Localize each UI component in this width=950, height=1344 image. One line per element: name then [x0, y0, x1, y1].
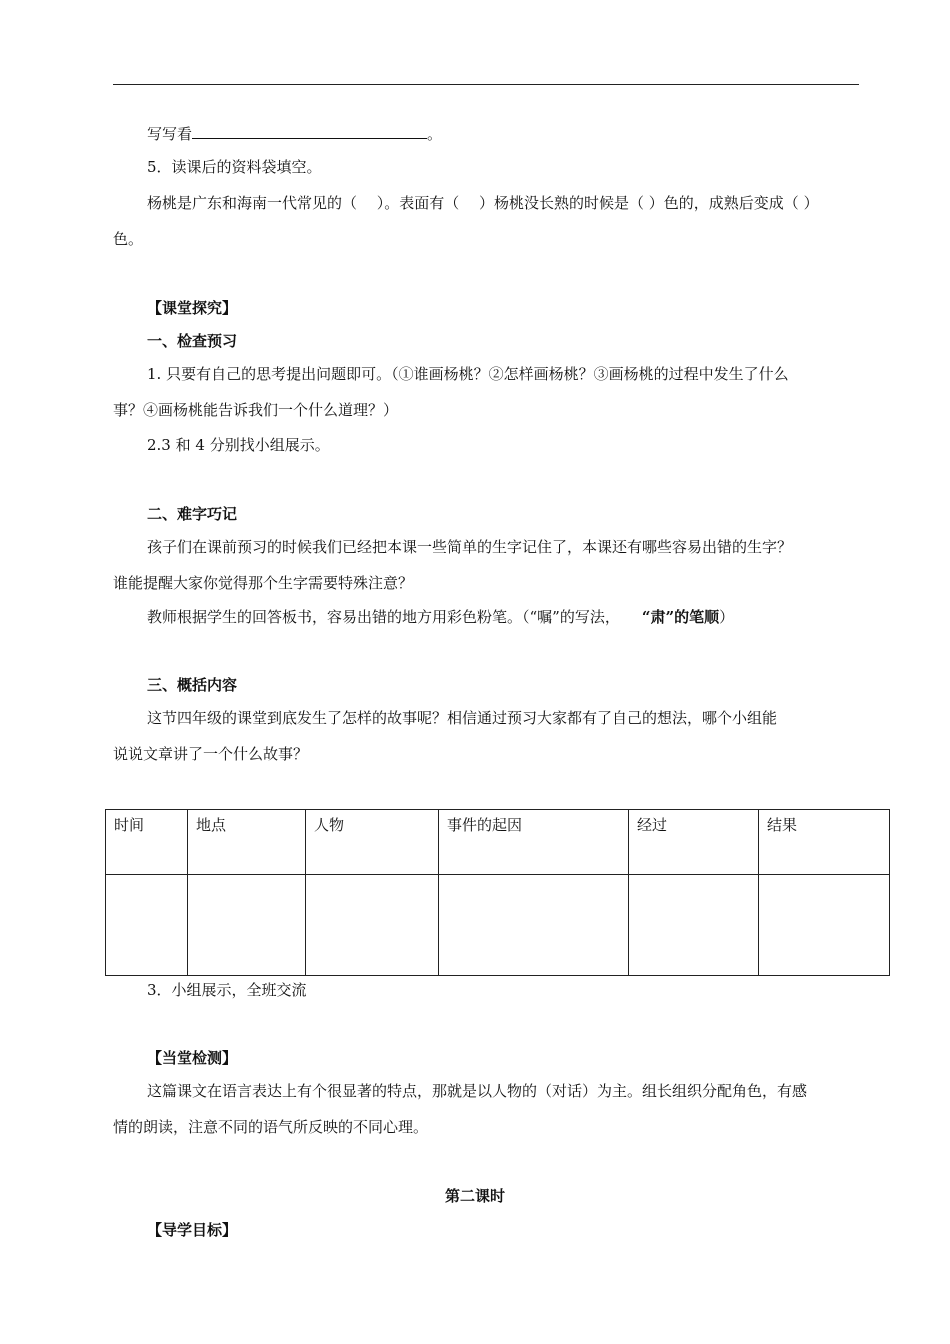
table-header-cell: 时间 [106, 810, 188, 875]
p3-line-3: 3．小组展示，全班交流 [147, 981, 307, 999]
p2-line-3-bold: “肃”的笔顺 [641, 608, 720, 626]
lesson-2-title: 第二课时 [444, 1187, 505, 1205]
table-cell[interactable] [759, 875, 890, 976]
table-header-cell: 事件的起因 [439, 810, 629, 875]
yangtao-line-2: 色。 [113, 230, 144, 248]
section-goal-heading: 【导学目标】 [147, 1221, 238, 1239]
p1-line-1: 1. 只要有自己的思考提出问题即可。（①谁画杨桃？②怎样画杨桃？③画杨桃的过程中发生了什么 [147, 365, 789, 383]
table-header-cell: 人物 [306, 810, 439, 875]
p3-line-1: 这节四年级的课堂到底发生了怎样的故事呢？相信通过预习大家都有了自己的想法，哪个小组能 [147, 709, 778, 727]
write-line [147, 122, 859, 144]
write-prefix: 写写看 [147, 125, 193, 143]
table-header-cell: 地点 [188, 810, 306, 875]
subsection-summarize: 三、概括内容 [147, 676, 238, 694]
p1-line-2: 事？④画杨桃能告诉我们一个什么道理？） [113, 401, 399, 419]
p2-line-3 [147, 606, 859, 627]
p4-line-2: 情的朗读，注意不同的语气所反映的不同心理。 [113, 1118, 429, 1136]
table-row [106, 875, 890, 976]
table-header-row [106, 810, 890, 875]
p4-line-1: 这篇课文在语言表达上有个很显著的特点，那就是以人物的（对话）为主。组长组织分配角色，有感 [147, 1082, 808, 1100]
subsection-hard-chars: 二、难字巧记 [147, 505, 238, 523]
table-cell[interactable] [439, 875, 629, 976]
item-5: 5．读课后的资料袋填空。 [147, 158, 322, 176]
table-cell[interactable] [188, 875, 306, 976]
p2-line-3-text: 教师根据学生的回答板书，容易出错的地方用彩色粉笔。（“嘱”的写法， [147, 608, 620, 626]
p2-line-2: 谁能提醒大家你觉得那个生字需要特殊注意？ [113, 574, 414, 592]
table-cell[interactable] [306, 875, 439, 976]
p1-line-3: 2.3 和 4 分别找小组展示。 [147, 436, 330, 454]
header-rule [113, 84, 859, 85]
subsection-check-preview: 一、检查预习 [147, 332, 238, 350]
section-test-heading: 【当堂检测】 [147, 1049, 238, 1067]
p3-line-2: 说说文章讲了一个什么故事？ [113, 745, 309, 763]
p2-line-3-close: ） [719, 608, 735, 626]
write-suffix: 。 [427, 125, 443, 143]
write-blank [192, 122, 427, 139]
yangtao-line-1: 杨桃是广东和海南一代常见的（ ）。表面有（ ）杨桃没长熟的时候是（ ）色的，成熟后变成（ ） [147, 194, 819, 212]
table-header-cell: 结果 [759, 810, 890, 875]
section-explore-heading: 【课堂探究】 [147, 299, 238, 317]
story-table [105, 809, 890, 976]
table-cell[interactable] [629, 875, 759, 976]
p2-line-1: 孩子们在课前预习的时候我们已经把本课一些简单的生字记住了，本课还有哪些容易出错的生字？ [147, 538, 793, 556]
table-cell[interactable] [106, 875, 188, 976]
table-header-cell: 经过 [629, 810, 759, 875]
